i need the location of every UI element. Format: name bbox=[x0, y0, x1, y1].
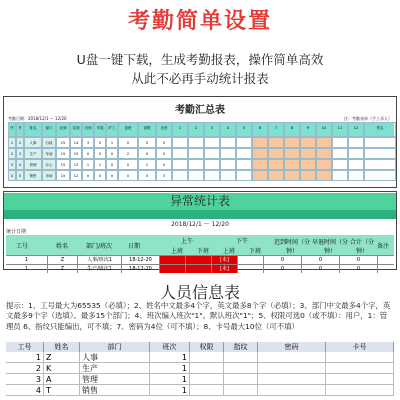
table-cell: 0 bbox=[340, 265, 378, 273]
table-cell bbox=[258, 374, 326, 385]
table-cell bbox=[364, 170, 396, 181]
col-remark: 备注 bbox=[377, 243, 390, 250]
summary-sheet bbox=[3, 96, 397, 188]
table-cell: 人事 bbox=[80, 352, 150, 363]
table-cell bbox=[190, 352, 224, 363]
summary-col-header: 请假 bbox=[138, 122, 156, 137]
table-cell: 15 bbox=[56, 137, 70, 148]
table-cell bbox=[284, 170, 300, 181]
summary-col-header: 出差 bbox=[156, 122, 172, 137]
table-cell: 人事/班次1 bbox=[78, 256, 122, 264]
table-cell: 0 bbox=[106, 170, 118, 181]
col-in2: 上班 bbox=[223, 248, 236, 255]
summary-col-header: 9 bbox=[300, 122, 316, 137]
table-cell bbox=[326, 352, 394, 363]
table-cell: 0 bbox=[82, 170, 94, 181]
personnel-table bbox=[6, 342, 394, 396]
table-cell bbox=[252, 137, 268, 148]
table-cell bbox=[258, 352, 326, 363]
table-cell: 生产 bbox=[24, 148, 42, 159]
table-cell: 15 bbox=[70, 148, 82, 159]
col-early: 早退时间（分钟） bbox=[312, 239, 349, 255]
table-cell: 销售 bbox=[80, 385, 150, 396]
summary-col-header: 实到 bbox=[70, 122, 82, 137]
col-out2: 下班 bbox=[249, 248, 262, 255]
table-row[interactable] bbox=[6, 255, 394, 264]
table-cell bbox=[300, 148, 316, 159]
personnel-col-header: 卡号 bbox=[326, 342, 394, 352]
table-cell: 0 bbox=[264, 265, 302, 273]
table-cell bbox=[300, 159, 316, 170]
summary-col-header: 4 bbox=[220, 122, 236, 137]
table-cell: 生产/班次1 bbox=[78, 265, 122, 273]
table-cell bbox=[316, 148, 332, 159]
col-dept: 部门/班次 bbox=[86, 243, 113, 250]
table-cell bbox=[236, 148, 252, 159]
table-cell: 14 bbox=[70, 137, 82, 148]
table-cell bbox=[224, 363, 258, 374]
summary-title: 考勤汇总表 bbox=[175, 105, 225, 116]
personnel-col-header: 部门 bbox=[80, 342, 150, 352]
col-out1: 下班 bbox=[197, 248, 210, 255]
table-cell bbox=[160, 265, 186, 273]
table-cell: 人事 bbox=[24, 137, 42, 148]
table-cell bbox=[316, 170, 332, 181]
table-cell: K bbox=[44, 363, 80, 374]
table-cell bbox=[188, 148, 204, 159]
table-cell bbox=[326, 363, 394, 374]
banner-title: 考勤简单设置 bbox=[127, 9, 272, 34]
table-cell: 3 bbox=[16, 148, 24, 159]
table-cell: 管理 bbox=[24, 159, 42, 170]
col-date: 日期 bbox=[128, 243, 141, 250]
table-cell bbox=[224, 374, 258, 385]
abnormal-title: 异常统计表 bbox=[4, 193, 396, 210]
table-cell bbox=[300, 170, 316, 181]
table-cell bbox=[204, 159, 220, 170]
table-cell: 1 bbox=[106, 137, 118, 148]
table-cell: 1 bbox=[150, 374, 190, 385]
summary-col-header: 序 bbox=[8, 122, 16, 137]
table-row[interactable] bbox=[8, 159, 394, 170]
table-cell bbox=[348, 159, 364, 170]
abnormal-date-range: 2018/12/1 ～ 12/20 bbox=[171, 221, 229, 228]
summary-col-header: 10 bbox=[316, 122, 332, 137]
table-cell bbox=[348, 148, 364, 159]
table-cell: 13 bbox=[70, 159, 82, 170]
personnel-sheet bbox=[3, 276, 397, 400]
table-cell: 2 bbox=[118, 148, 138, 159]
table-cell: 1 bbox=[6, 352, 44, 363]
table-row[interactable] bbox=[6, 374, 394, 385]
table-cell: 3 bbox=[6, 374, 44, 385]
table-cell: 0 bbox=[138, 170, 156, 181]
table-cell: A bbox=[44, 374, 80, 385]
table-cell: 15 bbox=[56, 159, 70, 170]
col-name: 姓名 bbox=[56, 243, 69, 250]
table-cell bbox=[190, 385, 224, 396]
table-cell bbox=[186, 265, 212, 273]
table-cell: 销售 bbox=[24, 170, 42, 181]
personnel-col-header: 姓名 bbox=[44, 342, 80, 352]
summary-col-header: 3 bbox=[204, 122, 220, 137]
summary-col-header: 迟到 bbox=[82, 122, 94, 137]
table-cell: 1 bbox=[8, 137, 16, 148]
summary-col-header: 6 bbox=[252, 122, 268, 137]
summary-col-header: 8 bbox=[284, 122, 300, 137]
table-cell bbox=[238, 256, 264, 264]
summary-header-row bbox=[8, 122, 394, 137]
table-cell bbox=[188, 159, 204, 170]
table-cell bbox=[220, 159, 236, 170]
abnormal-table bbox=[6, 228, 394, 273]
col-pm: 下午 bbox=[236, 238, 249, 245]
table-cell bbox=[224, 352, 258, 363]
table-cell: 2 bbox=[8, 148, 16, 159]
table-cell: 生产 bbox=[80, 363, 150, 374]
personnel-col-header: 指纹 bbox=[224, 342, 258, 352]
table-cell bbox=[220, 148, 236, 159]
table-cell bbox=[172, 148, 188, 159]
table-cell: 0 bbox=[138, 137, 156, 148]
table-cell bbox=[284, 159, 300, 170]
table-cell: 管理 bbox=[80, 374, 150, 385]
summary-col-header: 姓名 bbox=[24, 122, 42, 137]
table-cell: 3 bbox=[156, 170, 172, 181]
table-cell bbox=[268, 137, 284, 148]
col-late: 迟到时间（分钟） bbox=[274, 239, 311, 255]
table-cell bbox=[364, 137, 396, 148]
table-cell: 0 bbox=[156, 137, 172, 148]
table-cell: 0 bbox=[118, 159, 138, 170]
col-in1: 上班 bbox=[171, 248, 184, 255]
table-cell: 15 bbox=[56, 170, 70, 181]
table-cell bbox=[172, 170, 188, 181]
table-row[interactable] bbox=[6, 264, 394, 273]
table-cell bbox=[190, 374, 224, 385]
table-cell: 0 bbox=[156, 159, 172, 170]
table-cell: 行政 bbox=[42, 137, 56, 148]
table-cell bbox=[268, 148, 284, 159]
col-id: 工号 bbox=[16, 243, 29, 250]
table-cell bbox=[188, 137, 204, 148]
personnel-hint: 提示：1、工号最大为65535（必填）；2、姓名中文最多4个字，英文最多8个字（必填）；3、部门中文最多4个字，英文最多9个字（选填）。最多15个部门；4、班次编入班次"1"。默认班次"1"；5、权限可选0（或不填）：用户，1：管理员 6、指纹只能编出，可不填；7、密码为4位（可不填）；8、卡号最大10位（可不填） bbox=[6, 301, 391, 331]
table-cell: 0 bbox=[264, 256, 302, 264]
table-cell: 1 bbox=[150, 385, 190, 396]
table-cell bbox=[348, 170, 364, 181]
table-cell: 3 bbox=[8, 159, 16, 170]
table-cell: [未] bbox=[212, 256, 238, 264]
personnel-col-header: 密码 bbox=[258, 342, 326, 352]
table-row[interactable] bbox=[8, 148, 394, 159]
table-cell: 车间 bbox=[42, 148, 56, 159]
table-cell bbox=[258, 363, 326, 374]
abnormal-header bbox=[6, 235, 394, 255]
table-cell: 0 bbox=[302, 256, 340, 264]
table-cell: 3 bbox=[82, 137, 94, 148]
summary-col-header: 5 bbox=[236, 122, 252, 137]
table-cell bbox=[364, 159, 396, 170]
table-cell: 2 bbox=[6, 363, 44, 374]
personnel-title: 人员信息表 bbox=[159, 283, 240, 302]
summary-right-label: 注：考勤表单（手工录入） bbox=[344, 116, 392, 121]
table-cell bbox=[378, 265, 400, 273]
summary-col-header: 12 bbox=[348, 122, 364, 137]
table-cell bbox=[188, 170, 204, 181]
table-cell: 0 bbox=[302, 265, 340, 273]
table-cell bbox=[326, 374, 394, 385]
table-cell bbox=[204, 148, 220, 159]
col-total: 合计（分钟） bbox=[350, 239, 375, 255]
table-cell bbox=[220, 137, 236, 148]
summary-col-header: 加班 bbox=[118, 122, 138, 137]
personnel-col-header: 班次 bbox=[150, 342, 190, 352]
summary-col-header: 旷工 bbox=[106, 122, 118, 137]
table-cell: 12 bbox=[70, 170, 82, 181]
table-cell: 0 bbox=[156, 148, 172, 159]
table-cell: [未] bbox=[212, 265, 238, 273]
table-cell: 0 bbox=[94, 148, 106, 159]
table-cell bbox=[236, 159, 252, 170]
table-cell: Z bbox=[48, 265, 78, 273]
table-cell bbox=[284, 137, 300, 148]
summary-table bbox=[8, 122, 394, 184]
summary-col-header: 2 bbox=[188, 122, 204, 137]
table-cell bbox=[378, 256, 400, 264]
table-cell: 5 bbox=[16, 170, 24, 181]
table-cell bbox=[238, 265, 264, 273]
table-cell: 0 bbox=[82, 148, 94, 159]
table-cell bbox=[252, 148, 268, 159]
summary-date-range: 考勤日期：2018/12/1 ～ 12/20 bbox=[8, 116, 67, 121]
table-cell: 4 bbox=[8, 170, 16, 181]
table-cell: 0 bbox=[118, 170, 138, 181]
table-cell: 4 bbox=[6, 385, 44, 396]
table-cell: 1 bbox=[6, 265, 48, 273]
summary-col-header: 11 bbox=[332, 122, 348, 137]
summary-col-header: 部门 bbox=[42, 122, 56, 137]
table-cell bbox=[332, 159, 348, 170]
table-cell bbox=[204, 170, 220, 181]
table-cell: 1 bbox=[138, 159, 156, 170]
table-cell: 0 bbox=[340, 256, 378, 264]
summary-col-header: 签名 bbox=[364, 122, 396, 137]
table-cell: Z bbox=[44, 352, 80, 363]
table-cell bbox=[224, 385, 258, 396]
table-cell: 18-12-20 bbox=[122, 256, 160, 264]
table-cell: 0 bbox=[106, 159, 118, 170]
banner-subtitle-1: U盘一键下载，生成考勤报表，操作简单高效 bbox=[76, 52, 324, 67]
summary-col-header: 7 bbox=[268, 122, 284, 137]
summary-col-header: 早退 bbox=[94, 122, 106, 137]
table-cell: 0 bbox=[94, 170, 106, 181]
table-cell bbox=[348, 137, 364, 148]
table-cell: 1 bbox=[150, 363, 190, 374]
table-row[interactable] bbox=[6, 352, 394, 363]
table-cell bbox=[316, 137, 332, 148]
table-cell bbox=[332, 137, 348, 148]
table-cell: 4 bbox=[16, 159, 24, 170]
table-cell bbox=[326, 385, 394, 396]
banner-subtitle-2: 从此不必再手动统计报表 bbox=[131, 71, 269, 86]
table-cell bbox=[364, 148, 396, 159]
table-cell: 2 bbox=[16, 137, 24, 148]
table-cell bbox=[220, 170, 236, 181]
table-cell: 18-12-20 bbox=[122, 265, 160, 273]
table-cell bbox=[236, 137, 252, 148]
summary-col-header: 应到 bbox=[56, 122, 70, 137]
table-cell bbox=[332, 170, 348, 181]
table-cell: 0 bbox=[118, 137, 138, 148]
abnormal-subheader-bar bbox=[4, 210, 396, 219]
table-cell: 15 bbox=[56, 148, 70, 159]
col-am: 上午 bbox=[181, 238, 194, 245]
table-cell bbox=[236, 170, 252, 181]
table-cell bbox=[332, 148, 348, 159]
table-cell bbox=[204, 137, 220, 148]
abnormal-note: 统计日期 bbox=[6, 229, 27, 235]
table-cell bbox=[300, 137, 316, 148]
table-cell bbox=[252, 159, 268, 170]
table-cell: T bbox=[44, 385, 80, 396]
table-cell: 市场 bbox=[42, 170, 56, 181]
table-cell bbox=[172, 159, 188, 170]
personnel-header-row bbox=[6, 342, 394, 352]
summary-col-header: 1 bbox=[172, 122, 188, 137]
table-cell: 0 bbox=[94, 137, 106, 148]
table-cell: 办公 bbox=[42, 159, 56, 170]
table-cell bbox=[284, 148, 300, 159]
table-cell bbox=[258, 385, 326, 396]
table-cell: 1 bbox=[94, 159, 106, 170]
table-cell bbox=[190, 363, 224, 374]
table-cell: 1 bbox=[6, 256, 48, 264]
table-cell bbox=[268, 159, 284, 170]
table-cell: 1 bbox=[82, 159, 94, 170]
table-cell: 0 bbox=[138, 148, 156, 159]
table-cell: 1 bbox=[150, 352, 190, 363]
table-cell bbox=[252, 170, 268, 181]
table-cell bbox=[316, 159, 332, 170]
table-row[interactable] bbox=[6, 385, 394, 396]
abnormal-sheet bbox=[3, 191, 397, 270]
table-cell bbox=[160, 256, 186, 264]
table-row[interactable] bbox=[8, 137, 394, 148]
table-cell: Z bbox=[48, 256, 78, 264]
table-row[interactable] bbox=[8, 170, 394, 181]
table-cell bbox=[268, 170, 284, 181]
table-cell: 0 bbox=[106, 148, 118, 159]
table-cell bbox=[186, 256, 212, 264]
personnel-col-header: 工号 bbox=[6, 342, 44, 352]
table-cell bbox=[172, 137, 188, 148]
summary-col-header: 号 bbox=[16, 122, 24, 137]
table-row[interactable] bbox=[6, 363, 394, 374]
personnel-col-header: 权限 bbox=[190, 342, 224, 352]
